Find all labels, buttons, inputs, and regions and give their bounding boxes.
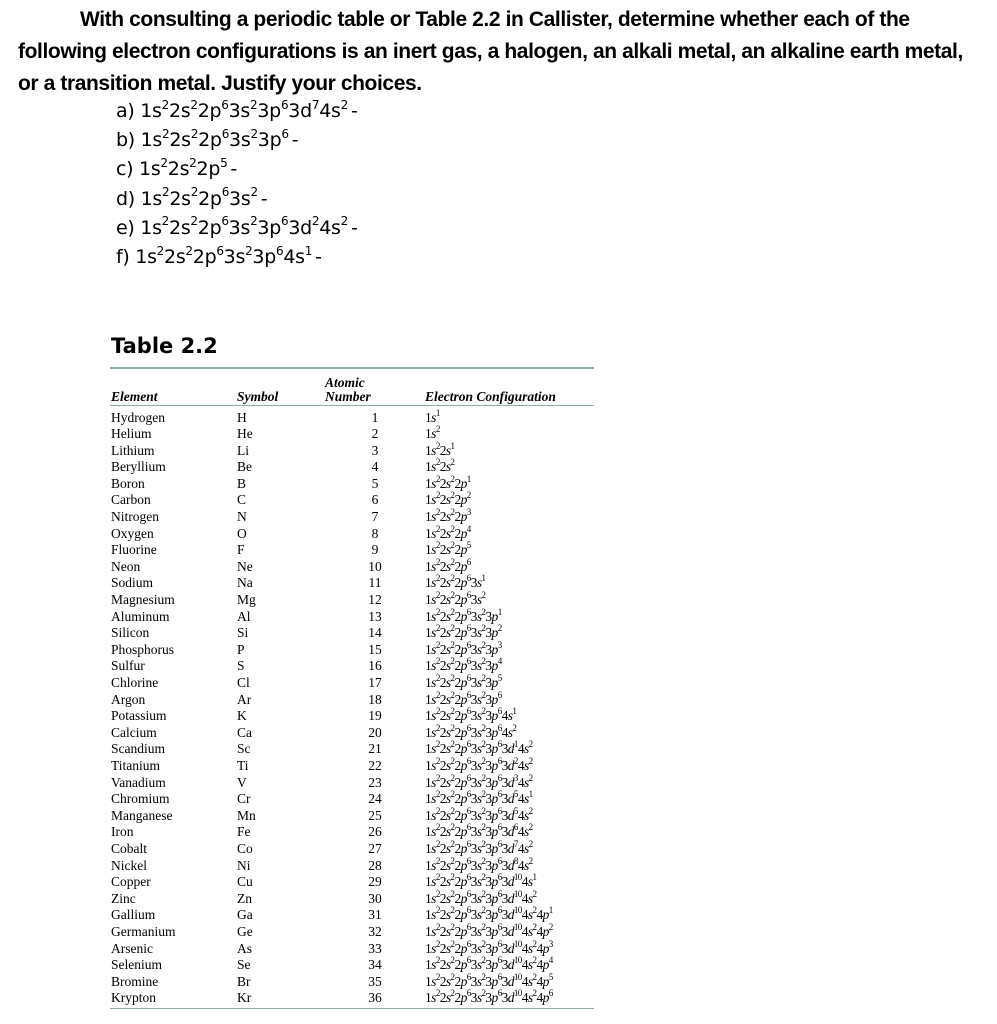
electron-configuration: $1s^22s^1$ [425,440,455,458]
electron-configuration: $1s^22s^22p^63s^2$ [425,590,486,608]
element-symbol: He [237,426,253,442]
answer-option [116,97,358,126]
option-label: d) [116,187,135,210]
table-row [110,559,594,576]
table-row [110,405,594,426]
atomic-number: 8 [371,525,379,541]
atomic-number: 18 [368,691,382,707]
option-label: b) [116,129,135,152]
atomic-number: 32 [368,923,382,939]
atomic-number: 22 [368,757,382,773]
element-name: Arsenic [111,940,153,956]
table-row [110,609,594,626]
electron-configuration: $1s^22s^22p^63s^23p^2$ [425,623,502,641]
electron-configuration: $1s^22s^2$ [425,457,455,475]
element-symbol: Se [237,957,251,973]
option-suffix: - [291,129,299,152]
element-symbol: K [237,708,247,724]
electron-configuration: $1s^22s^22p^3$ [425,507,471,525]
header-atomic-number-line1: Atomic [325,374,365,390]
atomic-number: 15 [368,641,382,657]
option-suffix: - [350,100,358,122]
option-suffix: - [260,187,268,210]
electron-configuration: $1s^22s^22p^63s^23p^63d^54s^2$ [425,805,533,823]
element-symbol: Kr [237,990,252,1006]
element-name: Magnesium [111,592,175,608]
table-row [110,658,594,675]
electron-configuration: $1s^22s^22p^63s^23p^63d^64s^2$ [425,822,533,840]
atomic-number: 12 [368,592,382,608]
element-name: Nitrogen [111,509,159,525]
atomic-number: 9 [371,542,379,558]
element-name: Lithium [111,442,155,458]
electron-configuration: $1s^22s^22p^63s^23p^63d^84s^2$ [425,855,533,873]
element-symbol: C [237,492,247,508]
electron-configuration: $1s^22s^22p^63s^23p^5$ [425,673,502,690]
element-name: Potassium [111,708,167,724]
atomic-number: 24 [368,791,382,807]
electron-configuration: $1s^22s^22p^5$ [425,540,471,558]
table-row [110,575,594,592]
element-name: Sulfur [111,658,145,674]
element-name: Vanadium [111,774,166,790]
atomic-number: 33 [368,940,382,956]
table-row [110,592,594,609]
table-bottom-rule [110,1008,594,1010]
answer-option [116,214,358,243]
element-name: Neon [111,558,141,574]
element-name: Copper [111,874,151,890]
atomic-number: 5 [371,475,379,491]
electron-configuration: $1s^22s^22p^63s^23p^63d^{10}4s^24p^1$ [425,905,553,923]
atomic-number: 23 [368,774,382,790]
element-name: Krypton [111,990,156,1006]
element-symbol: Co [237,840,253,856]
element-symbol: Ti [237,757,249,773]
electron-configuration: $1s^22s^22p^63s^23p^63d^{10}4s^1$ [425,872,537,890]
electron-configuration: $1s^22s^22p^63s^23p^63d^14s^2$ [425,739,533,757]
element-symbol: Mg [237,592,256,608]
element-symbol: H [237,409,247,425]
table-row [110,526,594,543]
option-label: e) [116,216,135,239]
electron-configuration: $1s^22s^22p^63s^23p^63d^54s^1$ [425,789,533,807]
element-name: Phosphorus [111,641,175,657]
electron-configuration: $1s^22s^22p^63s^23p^4$ [425,656,502,674]
table-row [110,791,594,808]
table-row [110,758,594,775]
option-label: f) [116,246,130,269]
element-name: Boron [111,475,145,491]
atomic-number: 3 [371,442,379,458]
electron-configuration: $1s^22s^22p^63s^23p^63d^34s^2$ [425,772,533,790]
atomic-number: 11 [368,575,382,591]
answer-option [116,155,358,184]
element-symbol: Ga [237,907,253,923]
element-symbol: Cu [237,874,253,890]
table-row [110,492,594,509]
answer-option [116,243,358,272]
atomic-number: 1 [371,409,379,425]
electron-configuration: $1s^22s^22p^63s^23p^63d^74s^2$ [425,838,533,856]
element-symbol: P [237,641,245,657]
table-row [110,841,594,858]
option-configuration: $1s^22s^22p^5$ [139,156,228,181]
element-name: Zinc [111,890,136,906]
element-symbol: N [237,509,247,525]
table-row [110,443,594,460]
element-name: Cobalt [111,840,147,856]
atomic-number: 27 [368,840,382,856]
atomic-number: 19 [368,708,382,724]
atomic-number: 36 [368,990,382,1006]
element-name: Argon [111,691,146,707]
element-name: Bromine [111,973,159,989]
header-atomic-number [325,369,425,406]
element-symbol: Cr [237,791,251,807]
electron-configuration: $1s^22s^22p^63s^23p^63d^{10}4s^24p^4$ [425,955,553,973]
element-name: Fluorine [111,542,157,558]
element-symbol: Na [237,575,253,591]
element-symbol: Zn [237,890,252,906]
element-symbol: Br [237,973,251,989]
atomic-number: 25 [368,807,382,823]
question-prompt [18,4,983,100]
option-configuration: $1s^22s^22p^63s^23p^63d^74s^2$ [140,97,348,122]
header-atomic-number-line2: Number [325,388,371,404]
electron-configuration: $1s^22s^22p^63s^23p^63d^{10}4s^2$ [425,888,537,906]
option-configuration: $1s^22s^22p^63s^23p^64s^1$ [135,243,313,269]
electron-configuration: $1s^22s^22p^63s^23p^3$ [425,639,502,657]
element-name: Sodium [111,575,154,591]
element-symbol: Si [237,625,249,641]
atomic-number: 26 [368,824,382,840]
atomic-number: 30 [368,890,382,906]
element-name: Carbon [111,492,151,508]
element-symbol: Ar [237,691,252,707]
element-name: Aluminum [111,608,170,624]
table-header-row [110,369,594,406]
answer-option [116,126,358,155]
element-symbol: V [237,774,247,790]
option-suffix: - [230,158,237,181]
table-row [110,476,594,493]
element-symbol: Ge [237,923,253,939]
element-symbol: Be [237,459,252,475]
electron-configuration: $1s^22s^22p^63s^23p^64s^1$ [425,706,517,724]
table-row [110,708,594,725]
element-name: Hydrogen [111,409,165,425]
element-name: Gallium [111,907,156,923]
option-configuration: $1s^22s^22p^63s^23p^63d^24s^2$ [140,214,348,239]
element-symbol: Cl [237,675,250,690]
option-suffix: - [315,246,322,269]
element-name: Chlorine [111,675,159,690]
electron-configuration: $1s^22s^22p^63s^23p^63d^{10}4s^24p^6$ [425,988,553,1006]
element-name: Calcium [111,724,157,740]
element-name: Scandium [111,741,165,757]
table-row [110,990,594,1007]
table-row [110,775,594,792]
atomic-number: 34 [368,957,382,973]
element-name: Beryllium [111,459,166,475]
electron-configuration: $1s^2$ [425,424,440,442]
electron-configuration: $1s^22s^22p^1$ [425,473,471,491]
element-name: Oxygen [111,525,154,541]
element-symbol: Li [237,442,249,458]
atomic-number: 10 [368,558,382,574]
element-symbol: Fe [237,824,251,840]
element-name: Manganese [111,807,173,823]
electron-configuration: $1s^22s^22p^63s^23p^1$ [425,606,502,624]
electron-configuration: $1s^22s^22p^2$ [425,490,471,508]
element-name: Iron [111,824,134,840]
electron-configuration: $1s^22s^22p^63s^23p^64s^2$ [425,722,517,740]
element-name: Chromium [111,791,170,807]
element-symbol: Ni [237,857,251,873]
option-label: a) [116,100,135,122]
atomic-number: 2 [371,426,379,442]
option-label: c) [116,158,134,181]
electron-configuration: $1s^22s^22p^63s^23p^63d^{10}4s^24p^5$ [425,971,553,989]
electron-configuration-table [110,367,594,1009]
element-symbol: S [237,658,245,674]
table-row [110,924,594,941]
electron-configuration: $1s^22s^22p^63s^23p^63d^24s^2$ [425,755,533,773]
element-symbol: As [237,940,253,956]
element-name: Silicon [111,625,150,641]
atomic-number: 13 [368,608,382,624]
element-symbol: O [237,525,247,541]
header-electron-configuration: Electron Configuration [425,369,594,406]
option-configuration: $1s^22s^22p^63s^23p^6$ [140,126,289,152]
atomic-number: 29 [368,874,382,890]
table-row [110,692,594,709]
table-row [110,675,594,692]
table-row [110,642,594,659]
element-symbol: B [237,475,247,491]
electron-configuration: $1s^22s^22p^63s^1$ [425,573,486,591]
atomic-number: 14 [368,625,382,641]
element-name: Germanium [111,923,176,939]
table-row [110,625,594,642]
electron-configuration: $1s^1$ [425,407,440,425]
atomic-number: 4 [371,459,379,475]
atomic-number: 6 [371,492,379,508]
atomic-number: 17 [368,675,382,690]
element-symbol: Sc [237,741,251,757]
atomic-number: 20 [368,724,382,740]
atomic-number: 35 [368,973,382,989]
electron-configuration: $1s^22s^22p^4$ [425,523,471,541]
atomic-number: 21 [368,741,382,757]
table-row [110,725,594,742]
table-row [110,426,594,443]
option-suffix: - [350,216,358,239]
table-title: Table 2.2 [111,334,218,358]
table-row [110,509,594,526]
table-row [110,459,594,476]
table-row [110,542,594,559]
atomic-number: 31 [368,907,382,923]
element-symbol: F [237,542,245,558]
element-name: Helium [111,426,152,442]
element-symbol: Mn [237,807,256,823]
atomic-number: 28 [368,857,382,873]
electron-configuration: $1s^22s^22p^63s^23p^63d^{10}4s^24p^3$ [425,938,553,956]
element-name: Selenium [111,957,162,973]
element-name: Titanium [111,757,161,773]
table-row [110,824,594,841]
answer-option [116,185,358,214]
element-symbol: Ca [237,724,252,740]
answer-options-list [116,97,358,272]
header-element: Element [110,369,237,406]
element-symbol: Al [237,608,251,624]
atomic-number: 7 [371,509,379,525]
atomic-number: 16 [368,658,382,674]
element-symbol: Ne [237,558,253,574]
electron-configuration: $1s^22s^22p^63s^23p^6$ [425,689,502,707]
table-row [110,741,594,758]
option-configuration: $1s^22s^22p^63s^2$ [140,185,258,210]
electron-configuration: $1s^22s^22p^63s^23p^63d^{10}4s^24p^2$ [425,921,553,939]
electron-configuration: $1s^22s^22p^6$ [425,556,471,574]
element-name: Nickel [111,857,147,873]
table-row [110,808,594,825]
question-text: With consulting a periodic table or Table 2.2 in Callister, determine whether each of the following electron configurations is an inert gas, a halogen, an alkali metal, an alkaline earth metal, or a transition metal. Justify your choices. [18,8,963,95]
header-symbol: Symbol [237,369,325,406]
